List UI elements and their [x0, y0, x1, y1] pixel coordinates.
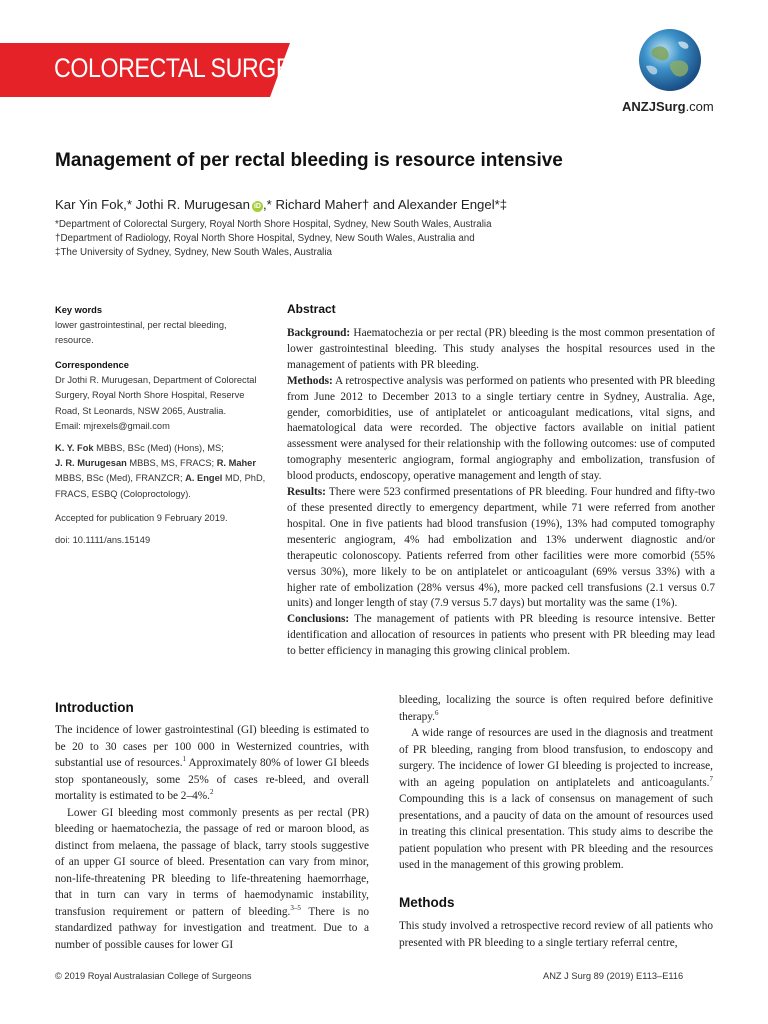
citation-ref[interactable]: 2	[210, 788, 214, 796]
correspondence-block	[55, 358, 275, 434]
keywords-line-2: resource.	[55, 335, 94, 346]
abstract-methods	[287, 374, 715, 485]
journal-globe-logo	[638, 28, 702, 92]
correspondence-email[interactable]: Email: mjrexels@gmail.com	[55, 420, 170, 431]
correspondence-heading: Correspondence	[55, 360, 129, 370]
affiliation-3: ‡The University of Sydney, Sydney, New South Wales, Australia	[55, 247, 332, 258]
credential-line-3	[55, 471, 275, 486]
abstract-results	[287, 485, 715, 612]
paragraph-text: Approximately 80% of lower GI bleeds stop spontaneously, some 25% of cases re-bleed, and overall mortality is estimated to be 2–4%.	[55, 757, 369, 802]
credential-name: J. R. Murugesan	[55, 458, 127, 469]
paragraph-text: The incidence of lower gastrointestinal (GI) bleeding is estimated to be 20 to 30 cases per 100 000 in Westernized countries, with substantial use of resources.	[55, 724, 369, 769]
abstract-label: Background:	[287, 327, 351, 339]
abstract-text: Haematochezia or per rectal (PR) bleeding is the most common presentation of lower gastrointestinal bleeding. This study analyses the hospital resources used in the management of patients with PR bleeding.	[287, 327, 715, 371]
methods-paragraph-1: This study involved a retrospective record review of all patients who presented with PR bleeding to a single tertiary referral centre,	[399, 920, 713, 949]
credential-line-4: FRACS, ESBQ (Coloproctology).	[55, 488, 191, 499]
introduction-heading: Introduction	[55, 700, 134, 715]
section-label: COLORECTAL SURGERY	[54, 53, 322, 83]
citation-ref[interactable]: 1	[182, 755, 187, 763]
paragraph-text: bleeding, localizing the source is often required before definitive therapy.	[399, 694, 713, 723]
credential-name: R. Maher	[216, 458, 256, 469]
citation-ref[interactable]: 3–5	[290, 903, 301, 912]
credential-name: K. Y. Fok	[55, 443, 94, 453]
authors-part-2: ,* Richard Maher† and Alexander Engel*‡	[262, 197, 508, 212]
paragraph-text: Lower GI bleeding most commonly presents as per rectal (PR) bleeding or haematochezia, the passage of red or maroon blood, as distinct from melaena, the passage of black, tarry stools suggestive of an upper GI source of bleed. Presentation can vary from minor, non-life-threatening PR bleeding to life-threatening haemorrhage, that in turn can vary in terms of haemodynamic instability, transfusion requirement or pattern of bleeding.	[55, 806, 369, 918]
credential-degrees: MBBS, BSc (Med), FRANZCR;	[55, 473, 186, 484]
affiliation-1: *Department of Colorectal Surgery, Royal North Shore Hospital, Sydney, New South Wales, Australia	[55, 219, 492, 230]
abstract-background	[287, 326, 715, 374]
paragraph-text: Compounding this is a lack of consensus on management of such presentations, and a paucity of data on the amount of resources used in treating this clinical presentation. This study aims to describe the patient population who present with PR bleeding and the resources used in the management of this growing problem.	[399, 793, 713, 871]
credential-line-1	[55, 441, 275, 456]
abstract-label: Methods:	[287, 374, 333, 387]
abstract-text: The management of patients with PR bleeding is resource intensive. Better identification and allocation of resources in patients who present with PR bleeding may lead to better efficiency in managing this growing clinical problem.	[287, 613, 715, 658]
site-name-suffix: .com	[685, 99, 714, 114]
abstract-text: There were 523 confirmed presentations of PR bleeding. Four hundred and fifty-two of these presented directly to emergency department, while 71 were referred from another hospital. One in five patients had blood transfusion (19%), 13% had computed tomography mesenteric angiogram, 4% had embolization and 13% underwent diagnostic and/or therapeutic colonoscopy. Patients referred from other facilities were more comorbid (55% versus 30%), more likely to be on antiplatelet or anticoagulant (69% versus 33%) with a higher rate of embolization (28% versus 4%), more packed cell transfusions (2.1 versus 0.7 units) and longer length of stay (7.9 versus 5.7 days) but mortality was the same (1%).	[287, 486, 715, 610]
author-list	[55, 197, 507, 212]
intro-paragraph-3	[399, 692, 713, 725]
right-column	[399, 692, 713, 874]
site-name-bold: ANZJSurg	[622, 99, 686, 114]
keywords-line-1: lower gastrointestinal, per rectal bleeding,	[55, 320, 227, 331]
accepted-date: Accepted for publication 9 February 2019.	[55, 513, 228, 523]
credential-line-2	[55, 456, 275, 471]
article-title: Management of per rectal bleeding is resource intensive	[55, 150, 563, 171]
credential-degrees: MD, PhD,	[222, 473, 266, 484]
correspondence-line: Surgery, Royal North Shore Hospital, Reserve	[55, 390, 245, 401]
doi-link[interactable]: doi: 10.1111/ans.15149	[55, 535, 151, 545]
methods-heading: Methods	[399, 895, 455, 910]
paragraph-text: There is no standardized pathway for investigation and treatment. Due to a number of possible causes for lower GI	[55, 905, 369, 951]
credential-name: A. Engel	[185, 473, 223, 484]
citation-ref[interactable]: 7	[709, 774, 713, 783]
abstract-body	[287, 326, 715, 660]
left-column	[55, 722, 369, 953]
journal-site-link[interactable]	[622, 99, 714, 114]
abstract-label: Results:	[287, 486, 326, 499]
intro-paragraph-1	[55, 722, 369, 805]
citation-ref[interactable]: 6	[434, 708, 439, 717]
intro-paragraph-4	[399, 725, 713, 874]
abstract-label: Conclusions:	[287, 613, 350, 626]
orcid-icon[interactable]: iD	[253, 203, 261, 210]
author-credentials	[55, 441, 275, 502]
affiliation-2: †Department of Radiology, Royal North Shore Hospital, Sydney, New South Wales, Australia and	[55, 233, 475, 244]
correspondence-line: Road, St Leonards, NSW 2065, Australia.	[55, 405, 227, 416]
copyright-footer: © 2019 Royal Australasian College of Surgeons	[55, 971, 252, 981]
authors-part-1: Kar Yin Fok,* Jothi R. Murugesan	[55, 197, 250, 212]
credential-degrees: MBBS, MS, FRACS;	[126, 458, 217, 469]
keywords-heading: Key words	[55, 305, 103, 315]
keywords-block	[55, 303, 275, 349]
credential-degrees: MBBS, BSc (Med) (Hons), MS;	[93, 443, 224, 453]
abstract-conclusions	[287, 612, 715, 660]
citation-footer: ANZ J Surg 89 (2019) E113–E116	[543, 971, 684, 981]
paragraph-text: A wide range of resources are used in the diagnosis and treatment of PR bleeding, ranging from blood transfusion, to endoscopy and surgery. The incidence of lower GI bleeding is projected to increase, with an ageing population on antiplatelets and anticoagulants.	[399, 727, 713, 789]
abstract-heading: Abstract	[287, 302, 336, 316]
abstract-text: A retrospective analysis was performed on patients who presented with PR bleeding from June 2012 to December 2013 to a single tertiary centre in Sydney, Australia. Age, gender, comorbidities, use of antiplatelet or anticoagulant medications, vital signs, and haematological data were recorded. The objective factors available on initial patient assessment were analysed for their relationship with the following outcomes: use of computed tomography mesenteric angiogram, formal angiography and embolization, transfusion of blood products, endoscopy, operative management and length of stay.	[287, 374, 715, 483]
intro-paragraph-2	[55, 805, 369, 954]
correspondence-line: Dr Jothi R. Murugesan, Department of Colorectal	[55, 375, 257, 386]
methods-column	[399, 918, 713, 951]
